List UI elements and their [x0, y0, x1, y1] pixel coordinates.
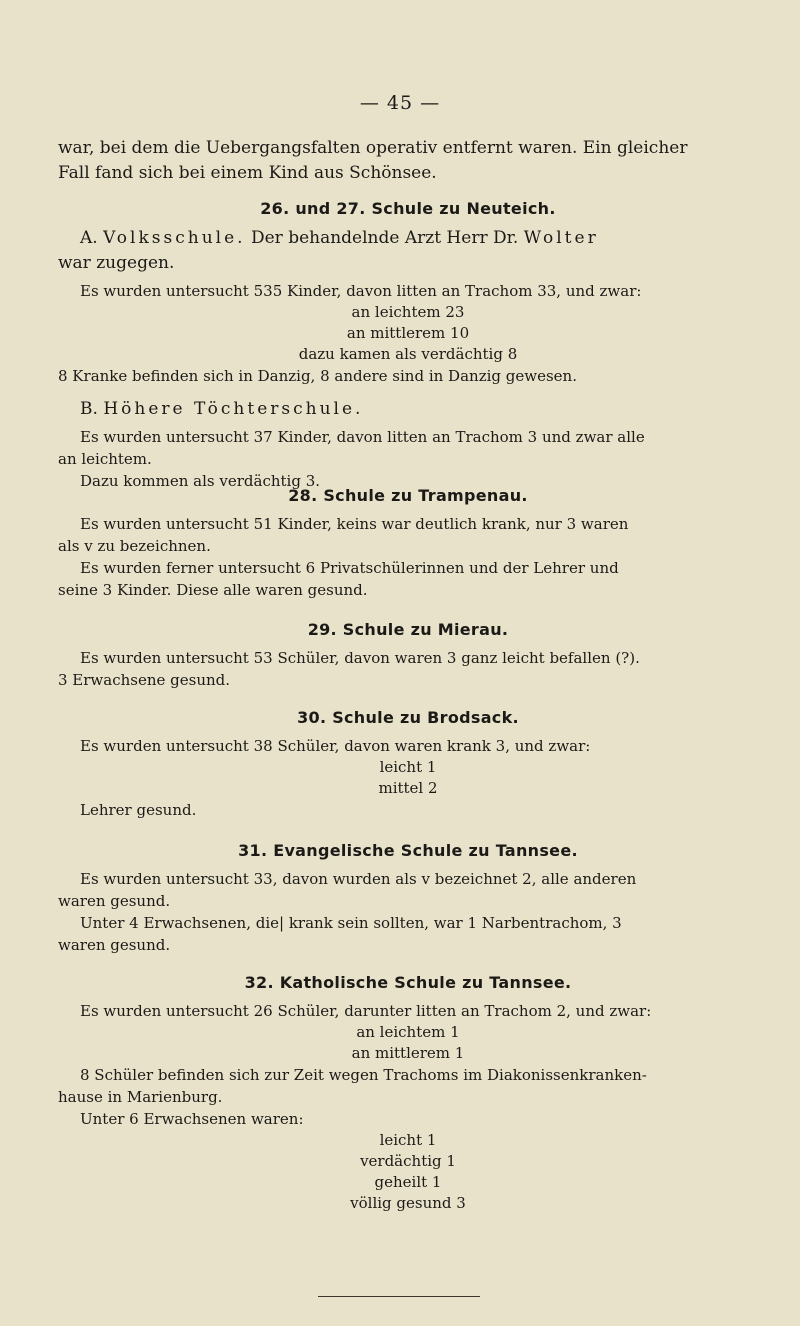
subsection-a-title: A. Volksschule. Der behandelnde Arzt Herr Dr. Wolter: [80, 228, 599, 248]
section-heading: 26. und 27. Schule zu Neuteich.: [260, 199, 556, 218]
text-line: 8 Kranke befinden sich in Danzig, 8 andere sind in Danzig gewesen.: [58, 367, 577, 385]
count-list: [58, 757, 758, 799]
text-line: 3 Erwachsene gesund.: [58, 671, 231, 689]
text-line: Lehrer gesund.: [80, 801, 197, 819]
text-line: seine 3 Kinder. Diese alle waren gesund.: [58, 581, 368, 599]
text-line: hause in Marienburg.: [58, 1088, 223, 1106]
count-list: [58, 1130, 758, 1214]
intro-paragraph: [58, 136, 758, 186]
section-heading: 32. Katholische Schule zu Tannsee.: [244, 973, 572, 992]
list-item: an mittlerem 1: [351, 1044, 465, 1062]
text-line: Fall fand sich bei einem Kind aus Schönsee.: [58, 163, 437, 183]
list-item: an mittlerem 10: [346, 324, 470, 342]
list-item: geheilt 1: [374, 1173, 442, 1191]
subsection-b-title: B. Höhere Töchterschule.: [80, 399, 364, 419]
list-item: verdächtig 1: [360, 1152, 456, 1170]
count-list: [58, 1022, 758, 1064]
text-line: war zugegen.: [58, 253, 175, 273]
section-heading: 28. Schule zu Trampenau.: [288, 486, 528, 505]
text-line: als v zu bezeichnen.: [58, 537, 211, 555]
text-line: Es wurden ferner untersucht 6 Privatschülerinnen und der Lehrer und: [80, 559, 619, 577]
text-line: 8 Schüler befinden sich zur Zeit wegen Trachoms im Diakonissenkranken-: [80, 1066, 647, 1084]
section-heading: 30. Schule zu Brodsack.: [297, 708, 519, 727]
text-line: Es wurden untersucht 37 Kinder, davon litten an Trachom 3 und zwar alle: [80, 428, 645, 446]
text-line: waren gesund.: [58, 936, 171, 954]
count-list: [58, 302, 758, 365]
section-29: [58, 620, 758, 691]
list-item: leicht 1: [379, 1131, 437, 1149]
text-line: an leichtem.: [58, 450, 152, 468]
text-line: Unter 4 Erwachsenen, die| krank sein sollten, war 1 Narbentrachom, 3: [80, 914, 622, 932]
list-item: an leichtem 1: [356, 1023, 460, 1041]
text-line: Unter 6 Erwachsenen waren:: [80, 1110, 304, 1128]
page-number: — 45 —: [359, 92, 441, 114]
section-28: [58, 486, 758, 601]
list-item: dazu kamen als verdächtig 8: [298, 345, 518, 363]
list-item: mittel 2: [378, 779, 438, 797]
closing-rule: [318, 1296, 480, 1297]
section-32: [58, 973, 758, 1214]
list-item: an leichtem 23: [351, 303, 465, 321]
text-line: Es wurden untersucht 53 Schüler, davon waren 3 ganz leicht befallen (?).: [80, 649, 640, 667]
text-line: Es wurden untersucht 33, davon wurden als v bezeichnet 2, alle anderen: [80, 870, 637, 888]
section-heading: 29. Schule zu Mierau.: [307, 620, 509, 639]
text-line: Es wurden untersucht 535 Kinder, davon litten an Trachom 33, und zwar:: [80, 282, 642, 300]
section-30: [58, 708, 758, 821]
text-line: war, bei dem die Uebergangsfalten operativ entfernt waren. Ein gleicher: [58, 138, 688, 158]
text-line: Es wurden untersucht 51 Kinder, keins war deutlich krank, nur 3 waren: [80, 515, 629, 533]
section-heading: 31. Evangelische Schule zu Tannsee.: [238, 841, 578, 860]
text-line: Es wurden untersucht 38 Schüler, davon waren krank 3, und zwar:: [80, 737, 591, 755]
section-26-27: [58, 199, 758, 492]
text-line: Es wurden untersucht 26 Schüler, darunter litten an Trachom 2, und zwar:: [80, 1002, 652, 1020]
text-line: Dazu kommen als verdächtig 3.: [80, 472, 321, 490]
list-item: völlig gesund 3: [350, 1194, 466, 1212]
list-item: leicht 1: [379, 758, 437, 776]
section-31: [58, 841, 758, 956]
text-line: waren gesund.: [58, 892, 171, 910]
